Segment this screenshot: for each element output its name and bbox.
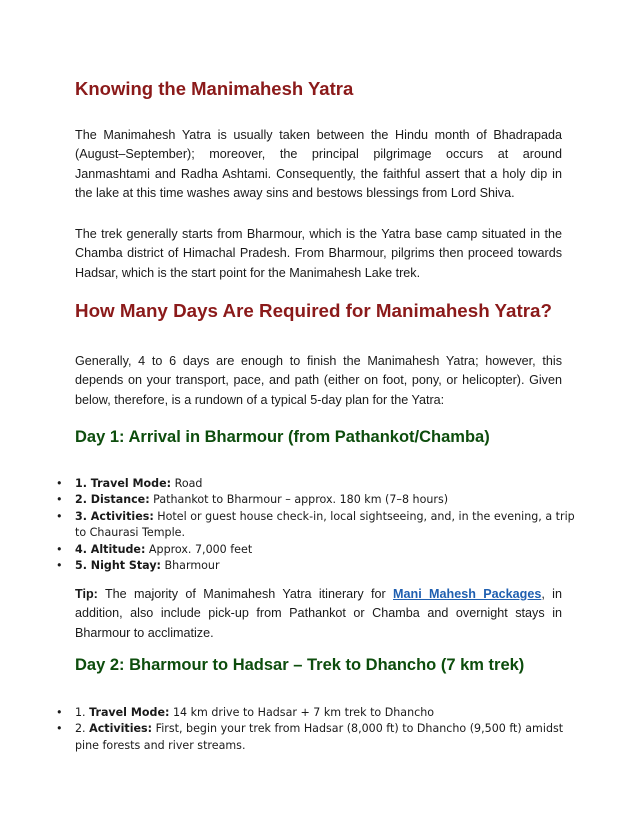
day2-heading: Day 2: Bharmour to Hadsar – Trek to Dhancho (7 km trek) [75,656,525,674]
item-text: Road [171,477,203,490]
section-heading-knowing: Knowing the Manimahesh Yatra [75,78,354,99]
list-item [56,705,576,721]
day1-list [56,476,576,574]
list-item [56,721,576,754]
bullet-icon: • [56,542,63,556]
tip-label: Tip: [75,587,98,601]
mani-mahesh-packages-link[interactable]: Mani Mahesh Packages [393,587,542,601]
item-label: 2. Distance: [75,493,150,507]
item-label: Travel Mode: [89,706,170,719]
section-heading-days: How Many Days Are Required for Manimahesh Yatra? [75,300,552,321]
bullet-icon: • [56,559,63,573]
day2-list [56,705,576,754]
item-text: First, begin your trek from Hadsar (8,000 ft) to Dhancho (9,500 ft) amidst pine forests and river streams. [75,722,564,752]
item-text: Hotel or guest house check-in, local sightseeing, and, in the evening, a trip to Chaurasi Temple. [75,509,575,540]
paragraph-days: Generally, 4 to 6 days are enough to finish the Manimahesh Yatra; however, this depends on your transport, pace, and path (either on foot, pony, or helicopter). Given below, therefore, is a rundown of a typical 5-day plan for the Yatra: [75,354,562,407]
item-label: 4. Altitude: [75,542,146,556]
item-text: 14 km drive to Hadsar + 7 km trek to Dhancho [169,706,435,719]
bullet-icon: • [56,722,63,736]
tip-text-after: , in addition, also include pick-up from Pathankot or Chamba and overnight stays in Bharmour to acclimatize. [75,587,562,640]
bullet-icon: • [56,509,63,523]
bullet-icon: • [56,706,63,719]
list-item [56,492,576,508]
item-label: 5. Night Stay: [75,559,161,573]
bullet-icon: • [56,477,63,490]
bullet-icon: • [56,493,63,507]
tip-text-before: The majority of Manimahesh Yatra itinerary for [97,587,394,601]
list-item [56,476,576,492]
day1-heading: Day 1: Arrival in Bharmour (from Pathankot/Chamba) [75,428,490,446]
item-text: Approx. 7,000 feet [145,542,253,556]
item-number: 1. [75,706,90,719]
list-item [56,558,576,574]
list-item [56,542,576,558]
item-text: Bharmour [161,559,220,573]
item-label: 3. Activities: [75,509,154,523]
item-number: 2. [75,722,90,736]
list-item [56,509,576,542]
paragraph-intro: The Manimahesh Yatra is usually taken between the Hindu month of Bhadrapada (August–September); moreover, the principal pilgrimage occurs at around Janmashtami and Radha Ashtami. Consequently, the faithful assert that a holy dip in the lake at this time washes away sins and bestows blessings from Lord Shiva. [75,128,562,200]
item-text: Pathankot to Bharmour – approx. 180 km (7–8 hours) [149,493,449,507]
tip-paragraph [75,585,562,643]
item-label: 1. Travel Mode: [75,477,172,490]
paragraph-trek-start: The trek generally starts from Bharmour, which is the Yatra base camp situated in the Chamba district of Himachal Pradesh. From Bharmour, pilgrims then proceed towards Hadsar, which is the start point for the Manimahesh Lake trek. [75,227,562,280]
item-label: Activities: [89,722,153,736]
